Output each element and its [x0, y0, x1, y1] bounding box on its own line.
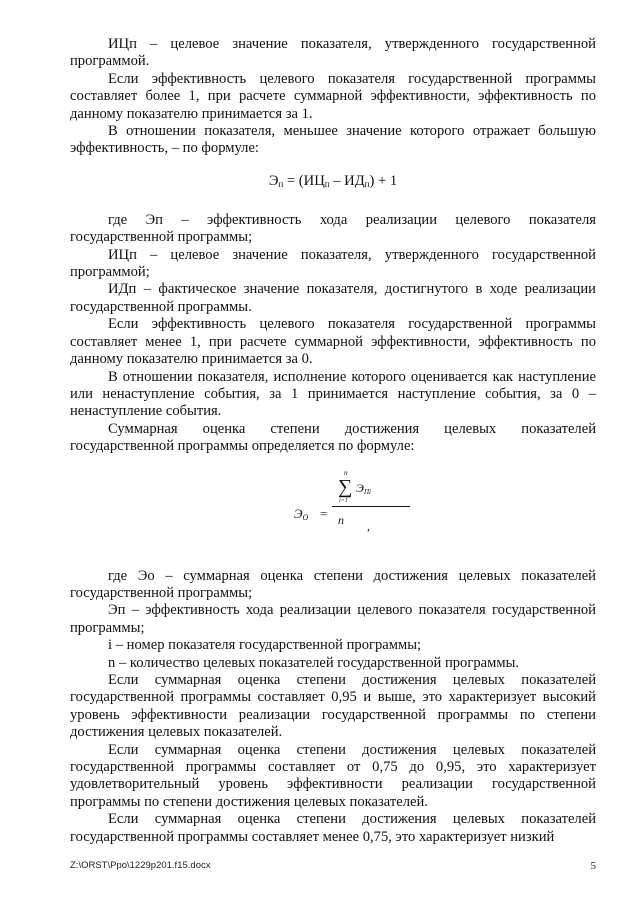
sigma-symbol: ∑ — [338, 475, 353, 498]
paragraph-efficiency-below-one: Если эффективность целевого показателя государственной программы составляет менее 1, при расчете суммарной эффективности, эффективность по данному показателю принимается за 0. — [70, 316, 596, 368]
footer-page-number: 5 — [590, 860, 596, 872]
paragraph-count-n: n – количество целевых показателей государственной программы. — [108, 654, 520, 671]
paragraph-efficiency-above-one: Если эффективность целевого показателя государственной программы составляет более 1, при расчете суммарной эффективности, эффективность по данному показателю принимается за 1. — [70, 70, 596, 122]
formula-efficiency — [70, 172, 596, 190]
sum-upper-limit: n — [344, 468, 348, 477]
paragraph-event-indicator: В отношении показателя, исполнение которого оценивается как наступление или ненаступление события, за 1 принимается наступление события, за 0 – ненаступление события. — [70, 368, 596, 420]
paragraph-actual-value: ИДп – фактическое значение показателя, достигнутого в ходе реализации государственной программы. — [70, 281, 596, 315]
fraction-line — [332, 506, 410, 507]
paragraphs-top — [70, 36, 596, 158]
formula2-left-symbol: Э — [294, 505, 303, 521]
paragraph-high-level: Если суммарная оценка степени достижения целевых показателей государственной программы составляет 0,95 и выше, это характеризует высокий уровень эффективности реализации государственной программы по степени достижения целевых показателей. — [70, 671, 596, 741]
paragraph-low-level: Если суммарная оценка степени достижения целевых показателей государственной программы составляет менее 0,75, это характеризует низкий — [70, 811, 596, 845]
formula1-mid2: – ИД — [329, 172, 365, 189]
paragraph-where-total-score: где Эо – суммарная оценка степени достижения целевых показателей государственной программы; — [70, 567, 596, 601]
sum-term: Э — [356, 480, 364, 495]
formula2-comma: , — [367, 518, 370, 533]
formula1-mid1: = (ИЦ — [283, 172, 325, 189]
formula1-mid1-sub: п — [324, 178, 330, 189]
footer-file-path: Z:\ORST\Ppo\1229p201.f15.docx — [70, 860, 211, 871]
paragraph-target-value: ИЦп – целевое значение показателя, утвержденного государственной программой; — [70, 246, 596, 281]
sum-term-sub: Пi — [364, 487, 371, 496]
formula1-mid2-sub: п — [364, 178, 370, 189]
paragraph-smaller-value-rule: В отношении показателя, меньшее значение которого отражает большую эффективность, – по формуле: — [70, 123, 596, 157]
sum-lower-limit: i=1 — [339, 497, 348, 504]
formula2-sum-numerator — [332, 468, 410, 504]
formula2-left-sub: О — [302, 512, 309, 522]
formula2-equals: = — [320, 505, 328, 521]
paragraph-target-value-definition: ИЦп – целевое значение показателя, утвержденного государственной программой. — [70, 36, 596, 70]
paragraph-satisfactory-level: Если суммарная оценка степени достижения целевых показателей государственной программы составляет от 0,75 до 0,95, это характеризует удовлетворительный уровень эффективности реализации государственной программы по степени достижения целевых показателей. — [70, 741, 596, 810]
formula2-left — [294, 505, 308, 522]
paragraphs-middle — [70, 212, 596, 456]
formula1-left-sub: п — [278, 178, 284, 189]
formula1-left: Э — [268, 172, 279, 189]
paragraph-total-score-formula-intro: Суммарная оценка степени достижения целевых показателей государственной программы определяется по формуле: — [70, 420, 596, 455]
formula1-right: ) + 1 — [369, 172, 398, 189]
paragraphs-bottom — [70, 568, 596, 847]
paragraph-index-i: i – номер показателя государственной программы; — [108, 637, 422, 654]
formula-total-score — [70, 462, 596, 558]
formula2-denominator: n — [338, 512, 344, 527]
paragraph-where-efficiency: где Эп – эффективность хода реализации целевого показателя государственной программы; — [70, 211, 596, 246]
document-page — [70, 36, 596, 846]
paragraph-efficiency-course: Эп – эффективность хода реализации целевого показателя государственной программы; — [70, 602, 596, 636]
